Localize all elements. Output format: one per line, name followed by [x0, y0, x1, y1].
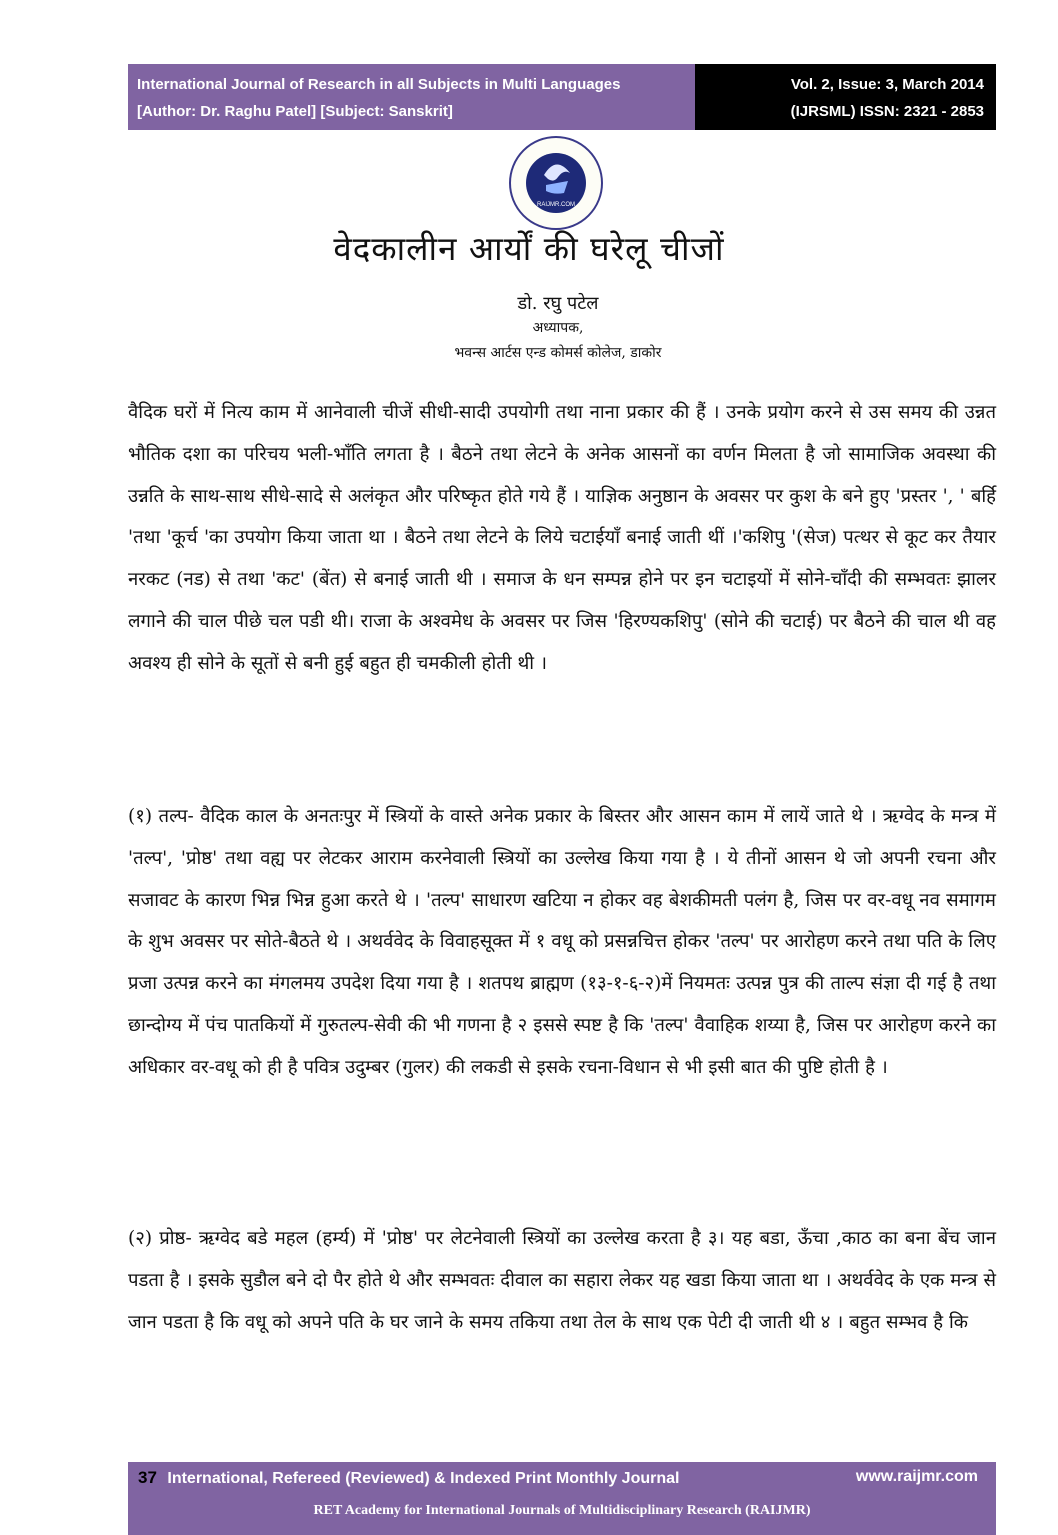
author-block — [0, 291, 1058, 366]
intro-paragraph: वैदिक घरों में नित्य काम में आनेवाली चीजें सीधी-सादी उपयोगी तथा नाना प्रकार की हैं । उनके प्रयोग करने से उस समय की उन्नत भौतिक दशा का परिचय भली-भाँति लगता है । बैठने तथा लेटने के अनेक आसनों का वर्णन मिलता है जो सामाजिक अवस्था की उन्नति के साथ-साथ सीधे-सादे से अलंकृत और परिष्कृत होते गये हैं । याज्ञिक अनुष्ठान के अवसर पर कुश के बने हुए 'प्रस्तर ', ' बर्हि 'तथा 'कूर्च 'का उपयोग किया जाता था । बैठने तथा लेटने के लिये चटाईयाँ बनाई जाती थीं ।'कशिपु '(सेज) पत्थर से कूट कर तैयार नरकट (नड) से तथा 'कट' (बेंत) से बनाई जाती थी । समाज के धन सम्पन्न होने पर इन चटाइयों में सोने-चाँदी की सम्भवतः झालर लगाने की चाल पीछे चल पडी थी। राजा के अश्वमेध के अवसर पर जिस 'हिरण्यकशिपु' (सोने की चटाई) पर बैठने की चाल थी वह अवश्य ही सोने के सूतों से बनी हुई बहुत ही चमकीली होती थी । — [128, 402, 996, 674]
author-subject: [Author: Dr. Raghu Patel] [Subject: Sanskrit] — [137, 103, 453, 120]
footer-url: www.raijmr.com — [855, 1468, 978, 1485]
author-designation: अध्यापक, — [532, 320, 584, 336]
talpa-paragraph: (१) तल्प- वैदिक काल के अनतःपुर में स्त्रियों के वास्ते अनेक प्रकार के बिस्तर और आसन काम में लायें जाते थे । ऋग्वेद के मन्त्र में 'तल्प', 'प्रोष्ठ' तथा वह्य पर लेटकर आराम करनेवाली स्त्रियों का उल्लेख किया गया है । ये तीनों आसन थे जो अपनी रचना और सजावट के कारण भिन्न भिन्न हुआ करते थे । 'तल्प' साधारण खटिया न होकर वह बेशकीमती पलंग है, जिस पर वर-वधू नव समागम के शुभ अवसर पर सोते-बैठते थे । अथर्ववेद के विवाहसूक्त में १ वधू को प्रसन्नचित्त होकर 'तल्प' पर आरोहण करने तथा पति के लिए प्रजा उत्पन्न करने का मंगलमय उपदेश दिया गया है । शतपथ ब्राह्मण (१३-१-६-२)में नियमतः उत्पन्न पुत्र की ताल्प संज्ञा दी गई है तथा छान्दोग्य में पंच पातकियों में गुरुतल्प-सेवी की भी गणना है २ इससे स्पष्ट है कि 'तल्प' वैवाहिक शय्या है, जिस पर आरोहण करने का अधिकार वर-वधू को ही है पवित्र उदुम्बर (गुलर) की लकडी से इसके रचना-विधान से भी इसी बात की पुष्टि होती है । — [128, 806, 996, 1078]
journal-footer — [128, 1462, 996, 1535]
author-name: डो. रघु पटेल — [517, 293, 599, 314]
header-right — [695, 64, 996, 130]
journal-name: International Journal of Research in all Subjects in Multi Languages — [137, 76, 621, 93]
proshtha-paragraph: (२) प्रोष्ठ- ऋग्वेद बडे महल (हर्म्य) में 'प्रोष्ठ' पर लेटनेवाली स्त्रियों का उल्लेख करता है ३। यह बडा, ऊँचा ,काठ का बना बेंच जान पडता है । इसके सुडौल बने दो पैर होते थे और सम्भवतः दीवाल का सहारा लेकर यह खडा किया जाता था । अथर्ववेद के एक मन्त्र से जान पडता है कि वधू को अपने पति के घर जाने के समय तकिया तथा तेल के साथ एक पेटी दी जाती थी ४ । बहुत सम्भव है कि — [128, 1228, 996, 1333]
header-left — [128, 64, 695, 130]
page-number: 37 — [138, 1468, 157, 1487]
journal-header — [128, 64, 996, 130]
journal-logo — [506, 133, 606, 233]
footer-academy: RET Academy for International Journals of Multidisciplinary Research (RAIJMR) — [313, 1503, 811, 1518]
article-title: वेदकालीन आर्यों की घरेलू चीजों — [333, 229, 725, 268]
journal-type: International, Refereed (Reviewed) & Indexed Print Monthly Journal — [167, 1470, 680, 1487]
volume-issue: Vol. 2, Issue: 3, March 2014 — [790, 76, 984, 93]
issn: (IJRSML) ISSN: 2321 - 2853 — [790, 103, 984, 120]
logo-text: RAIJMR.COM — [537, 202, 575, 208]
footer-journal-line — [138, 1468, 679, 1488]
author-college: भवन्स आर्टस एन्ड कोमर्स कोलेज, डाकोर — [454, 345, 662, 361]
